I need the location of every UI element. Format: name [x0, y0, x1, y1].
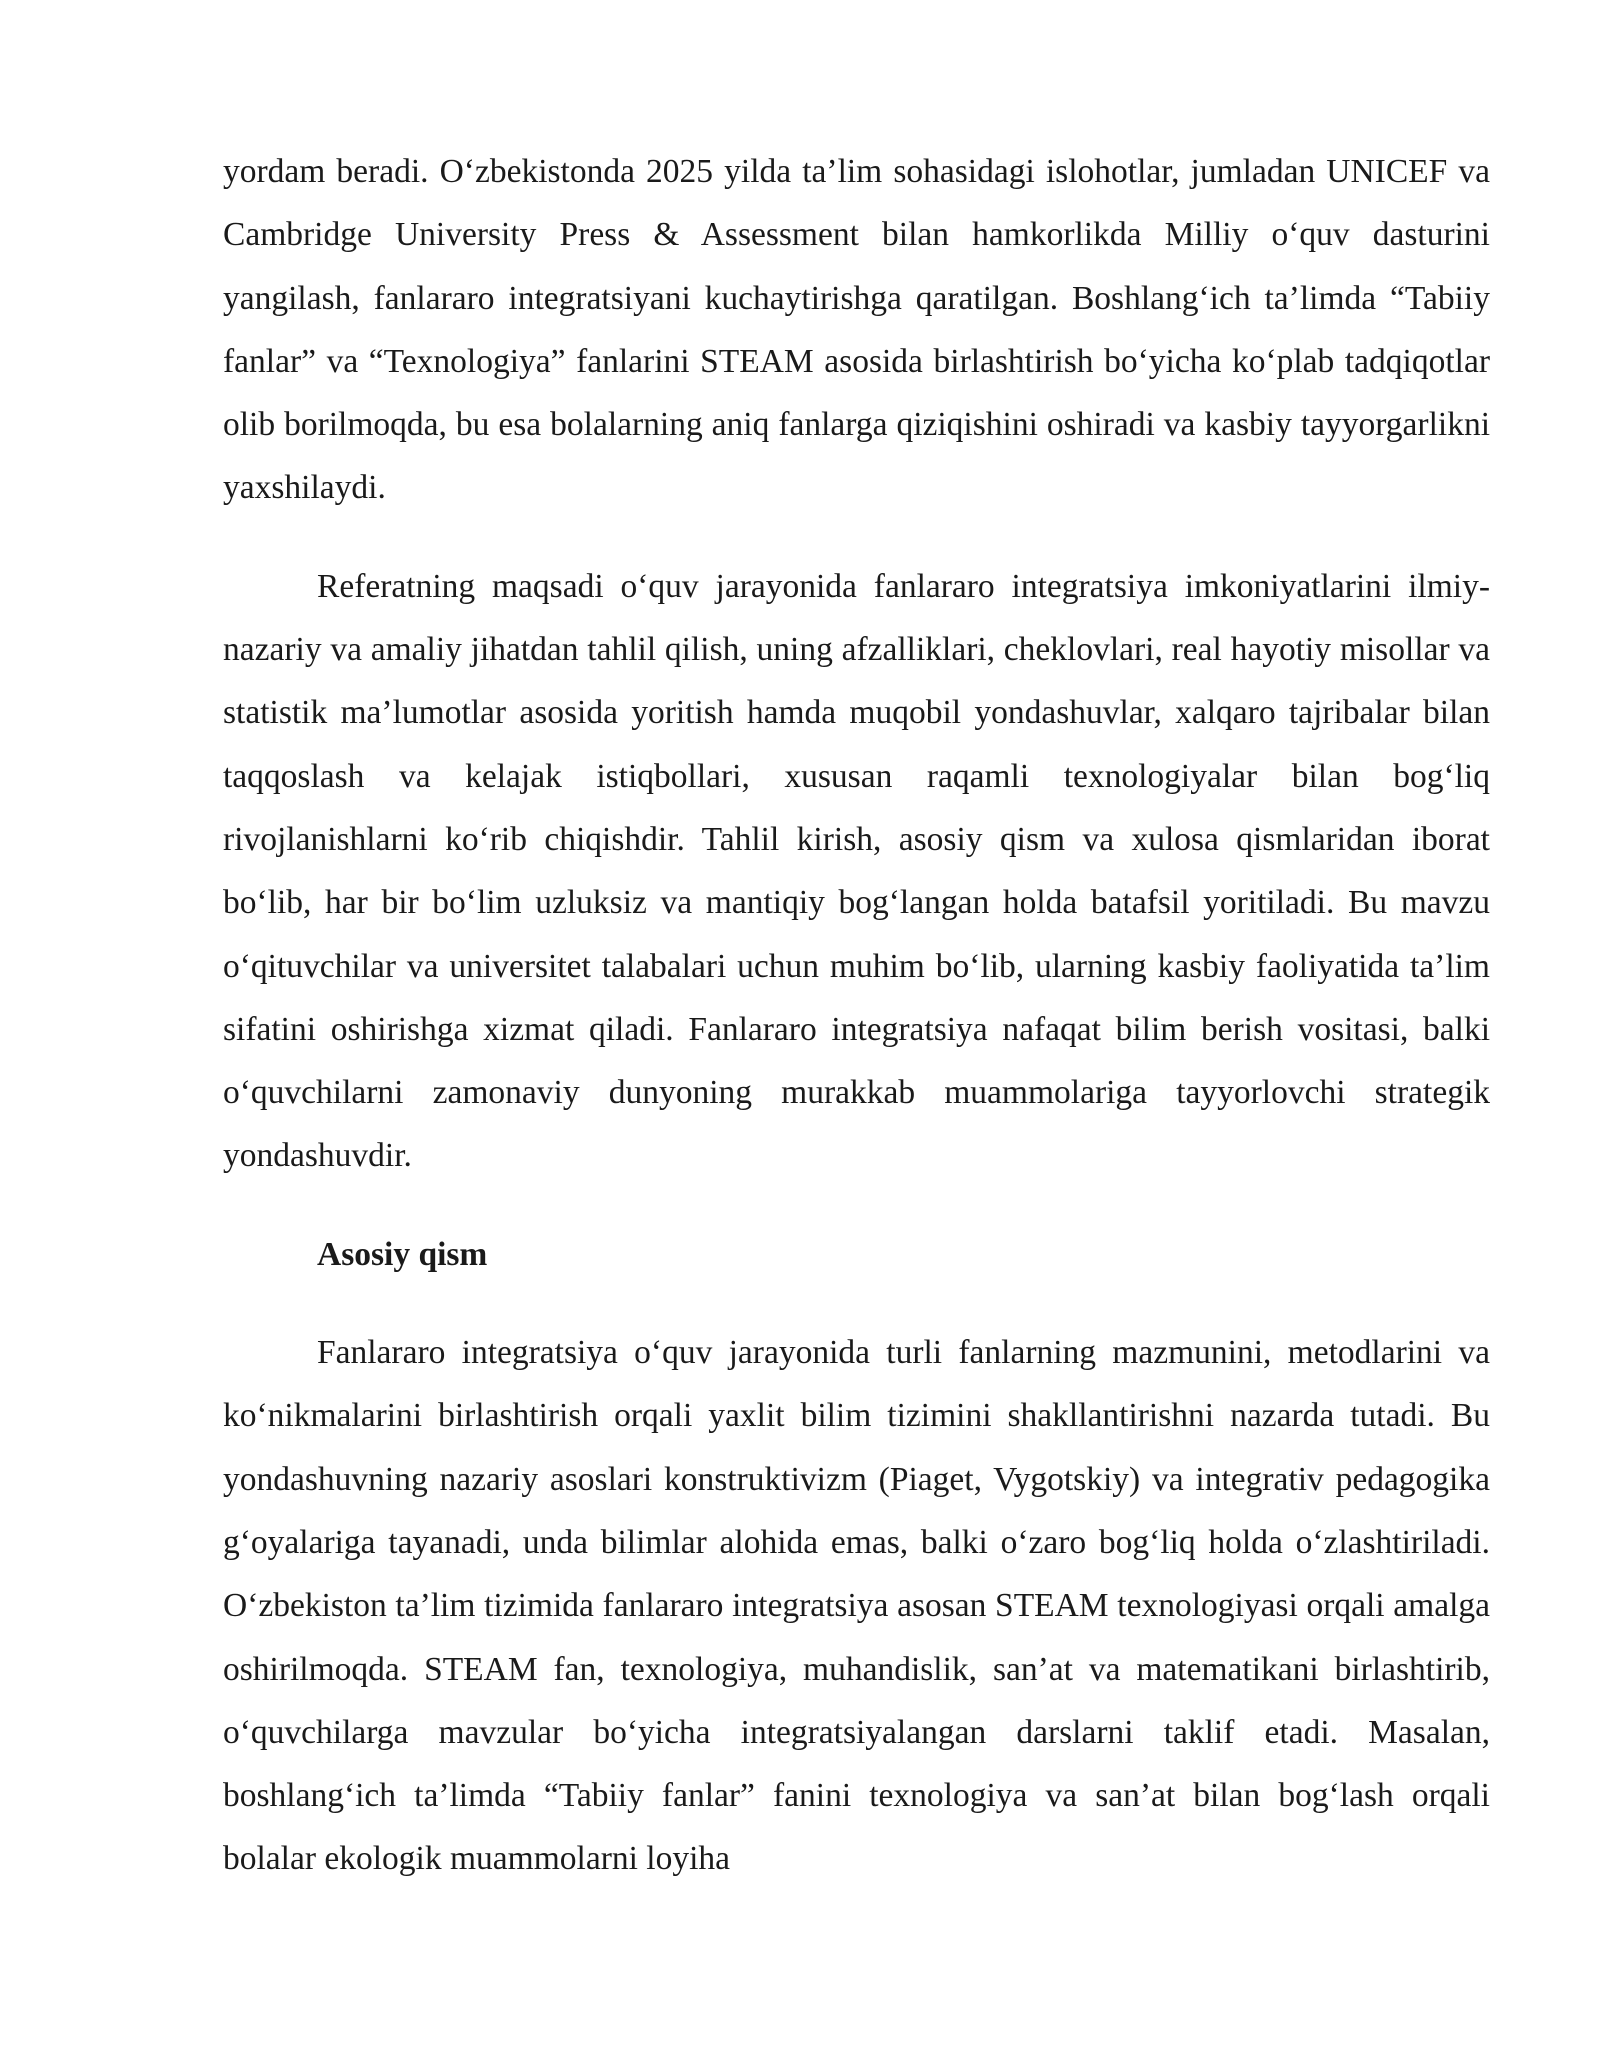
paragraph-intro-continuation: yordam beradi. O‘zbekistonda 2025 yilda ta’lim sohasidagi islohotlar, jumladan UNICEF va Cambridge University Press & Assessment bilan hamkorlikda Milliy o‘quv dasturini yangilash, fanlararo integratsiyani kuchaytirishga qaratilgan. Boshlang‘ich ta’limda “Tabiiy fanlar” va “Texnologiya” fanlarini STEAM asosida birlashtirish bo‘yicha ko‘plab tadqiqotlar olib borilmoqda, bu esa bolalarning aniq fanlarga qiziqishini oshiradi va kasbiy tayyorgarlikni yaxshilaydi. [223, 153, 1490, 507]
paragraph-main-body: Fanlararo integratsiya o‘quv jarayonida turli fanlarning mazmunini, metodlarini va ko‘nikmalarini birlashtirish orqali yaxlit bilim tizimini shakllantirishni nazarda tutadi. Bu yondashuvning nazariy asoslari konstruktivizm (Piaget, Vygotskiy) va integrativ pedagogika g‘oyalariga tayanadi, unda bilimlar alohida emas, balki o‘zaro bog‘liq holda o‘zlashtiriladi. O‘zbekiston ta’lim tizimida fanlararo integratsiya asosan STEAM texnologiyasi orqali amalga oshirilmoqda. STEAM fan, texnologiya, muhandislik, san’at va matematikani birlashtirib, o‘quvchilarga mavzular bo‘yicha integratsiyalangan darslarni taklif etadi. Masalan, boshlang‘ich ta’limda “Tabiiy fanlar” fanini texnologiya va san’at bilan bog‘lash orqali bolalar ekologik muammolarni loyiha [223, 1334, 1490, 1878]
paragraph-purpose: Referatning maqsadi o‘quv jarayonida fanlararo integratsiya imkoniyatlarini ilmiy-nazariy va amaliy jihatdan tahlil qilish, uning afzalliklari, cheklovlari, real hayotiy misollar va statistik ma’lumotlar asosida yoritish hamda muqobil yondashuvlar, xalqaro tajribalar bilan taqqoslash va kelajak istiqbollari, xususan raqamli texnologiyalar bilan bog‘liq rivojlanishlarni ko‘rib chiqishdir. Tahlil kirish, asosiy qism va xulosa qismlaridan iborat bo‘lib, har bir bo‘lim uzluksiz va mantiqiy bog‘langan holda batafsil yoritiladi. Bu mavzu o‘qituvchilar va universitet talabalari uchun muhim bo‘lib, ularning kasbiy faoliyatida ta’lim sifatini oshirishga xizmat qiladi. Fanlararo integratsiya nafaqat bilim berish vositasi, balki o‘quvchilarni zamonaviy dunyoning murakkab muammolariga tayyorlovchi strategik yondashuvdir. [223, 567, 1490, 1175]
section-heading: Asosiy qism [317, 1235, 488, 1273]
page-body [223, 140, 1490, 1891]
